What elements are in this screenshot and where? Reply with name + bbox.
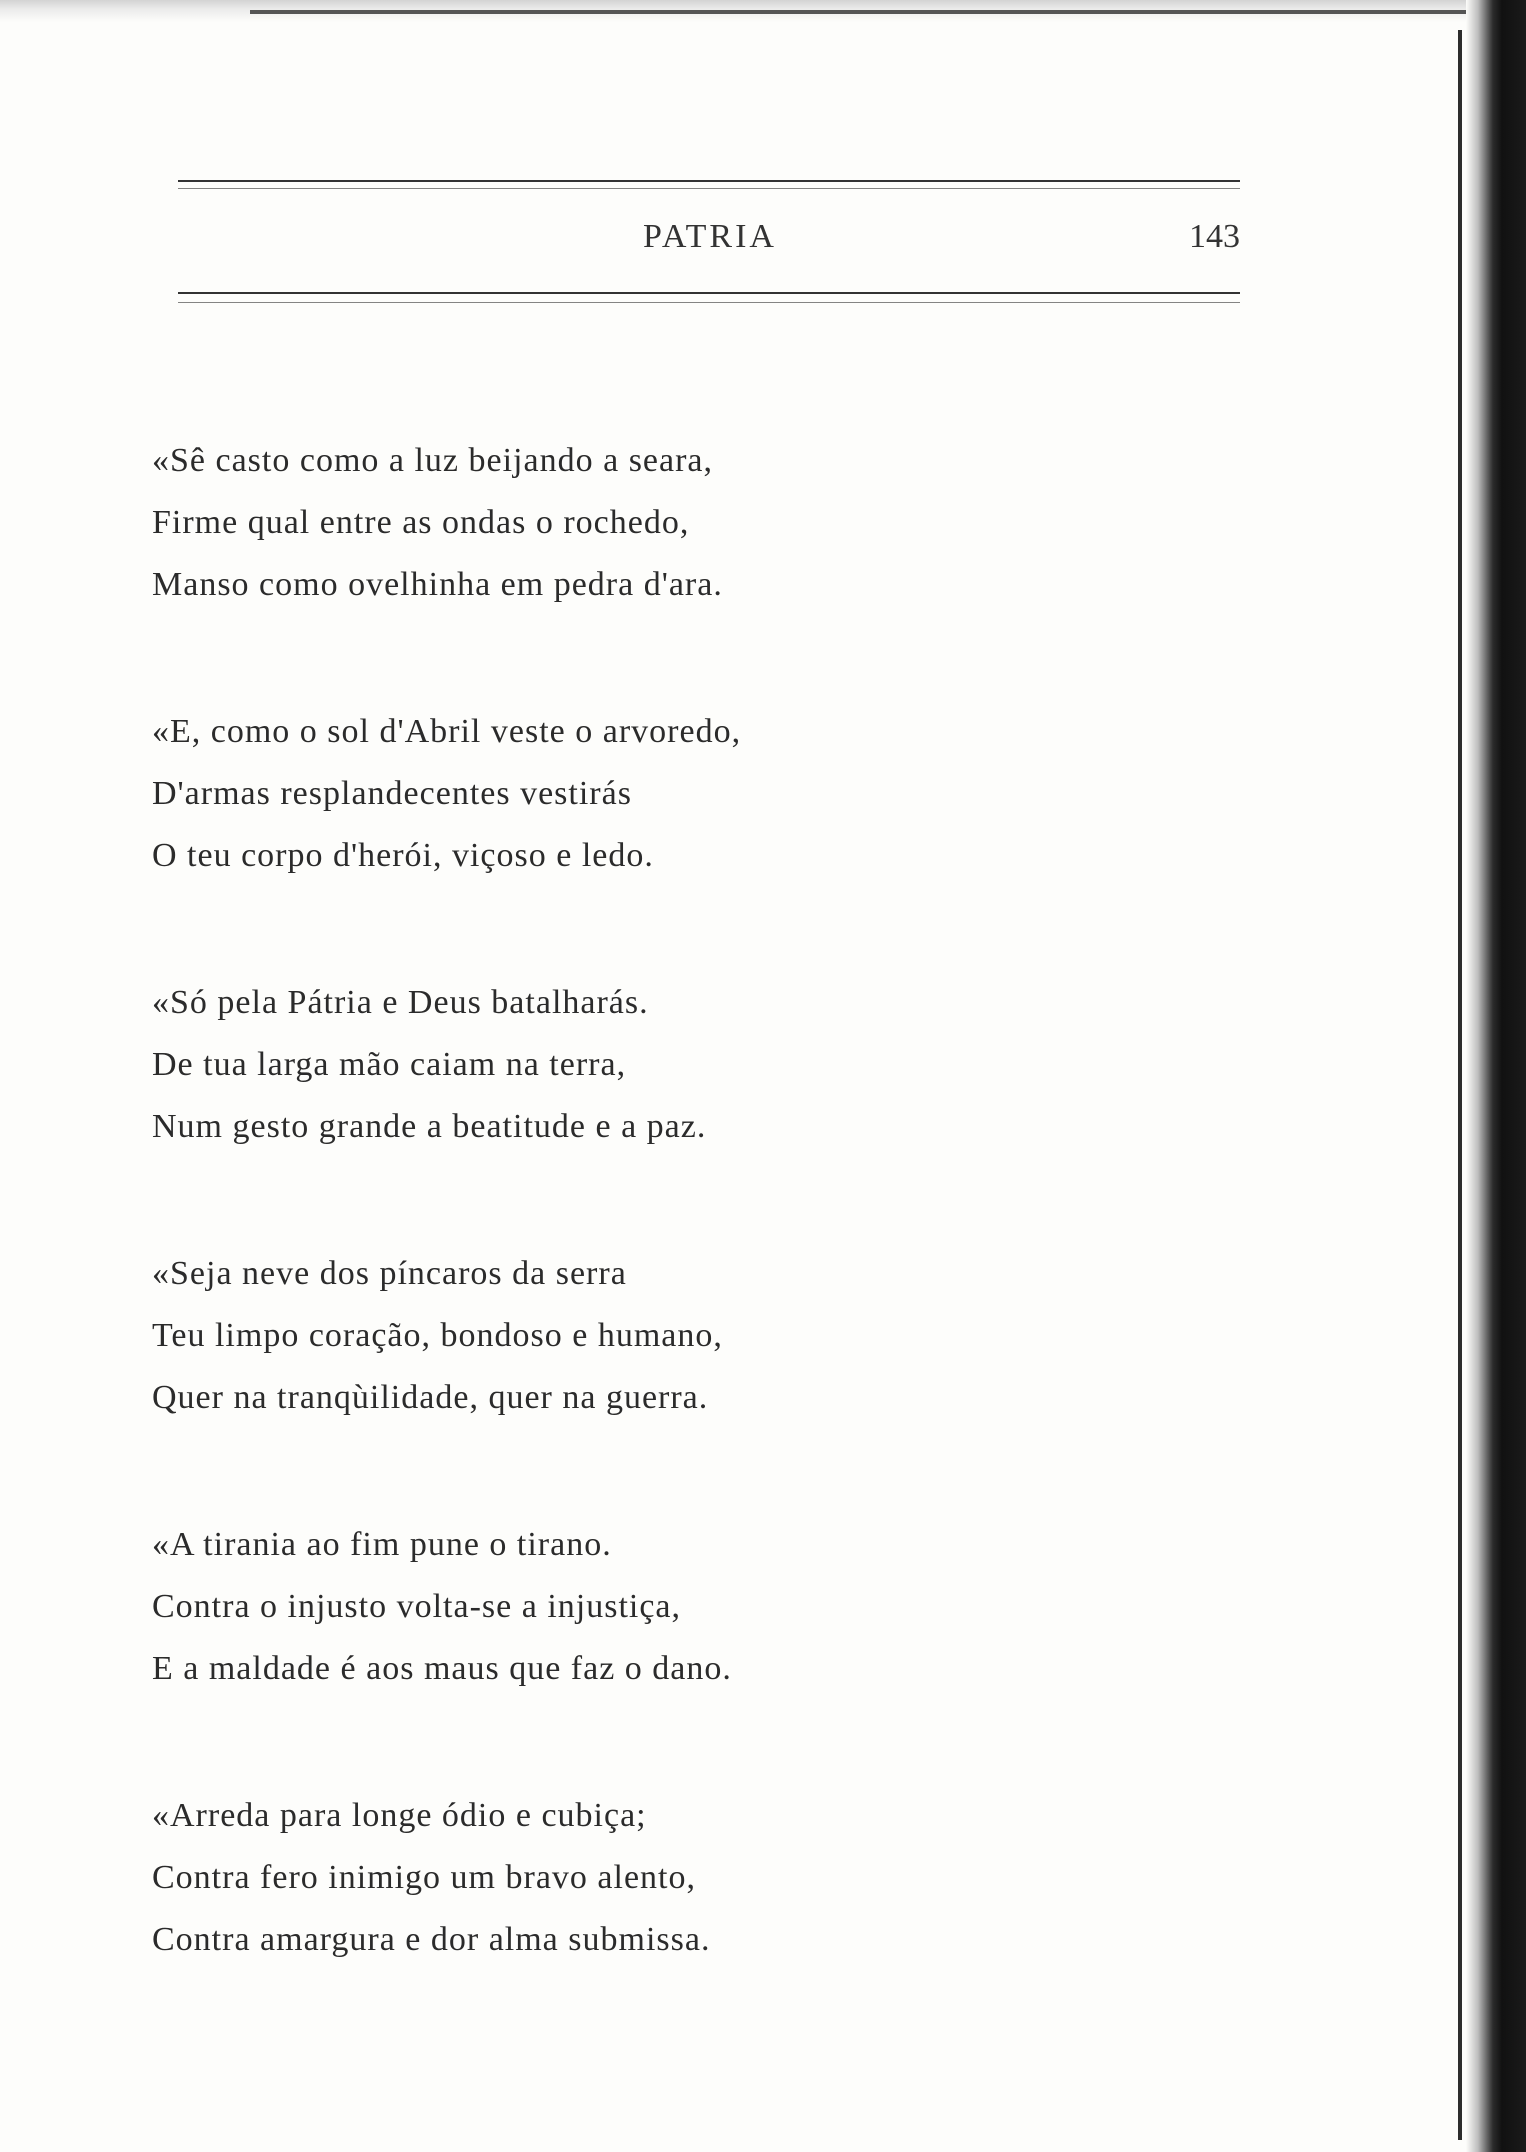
verse-line: Contra fero inimigo um bravo alento, <box>152 1859 696 1896</box>
verse-line: Quer na tranqùilidade, quer na guerra. <box>152 1379 709 1416</box>
verse-line: «Só pela Pátria e Deus batalharás. <box>152 984 649 1021</box>
verse-line: D'armas resplandecentes vestirás <box>152 775 632 812</box>
verse-line: E a maldade é aos maus que faz o dano. <box>152 1650 732 1687</box>
verse-line: «Sê casto como a luz beijando a seara, <box>152 442 714 479</box>
verse-line: De tua larga mão caiam na terra, <box>152 1046 627 1083</box>
binding-edge <box>1466 0 1526 2152</box>
stanza <box>152 430 1052 616</box>
stanza <box>152 1785 1052 1971</box>
verse-line: «A tirania ao fim pune o tirano. <box>152 1526 612 1563</box>
stanza <box>152 1243 1052 1429</box>
stanza <box>152 701 1052 887</box>
verse-line: O teu corpo d'herói, viçoso e ledo. <box>152 837 654 874</box>
verse-line: Contra amargura e dor alma submissa. <box>152 1921 711 1958</box>
stanza <box>152 972 1052 1158</box>
verse-line: «E, como o sol d'Abril veste o arvoredo, <box>152 713 742 750</box>
scan-edge-line <box>250 10 1490 14</box>
binding-line <box>1458 30 1462 2140</box>
stanza <box>152 1514 1052 1700</box>
verse-line: «Arreda para longe ódio e cubiça; <box>152 1797 647 1834</box>
verse-line: Teu limpo coração, bondoso e humano, <box>152 1317 723 1354</box>
header-rule-top-thin <box>178 188 1240 189</box>
header-rule-top <box>178 180 1240 182</box>
header-rule-bottom <box>178 292 1240 294</box>
page-number: 143 <box>1189 218 1240 255</box>
verse-line: Firme qual entre as ondas o rochedo, <box>152 504 690 541</box>
verse-line: «Seja neve dos píncaros da serra <box>152 1255 627 1292</box>
running-title: PATRIA <box>643 218 777 255</box>
header-rule-bottom-thin <box>178 302 1240 303</box>
verse-line: Contra o injusto volta-se a injustiça, <box>152 1588 682 1625</box>
verse-line: Num gesto grande a beatitude e a paz. <box>152 1108 707 1145</box>
poem-body <box>152 430 1052 2056</box>
verse-line: Manso como ovelhinha em pedra d'ara. <box>152 566 723 603</box>
